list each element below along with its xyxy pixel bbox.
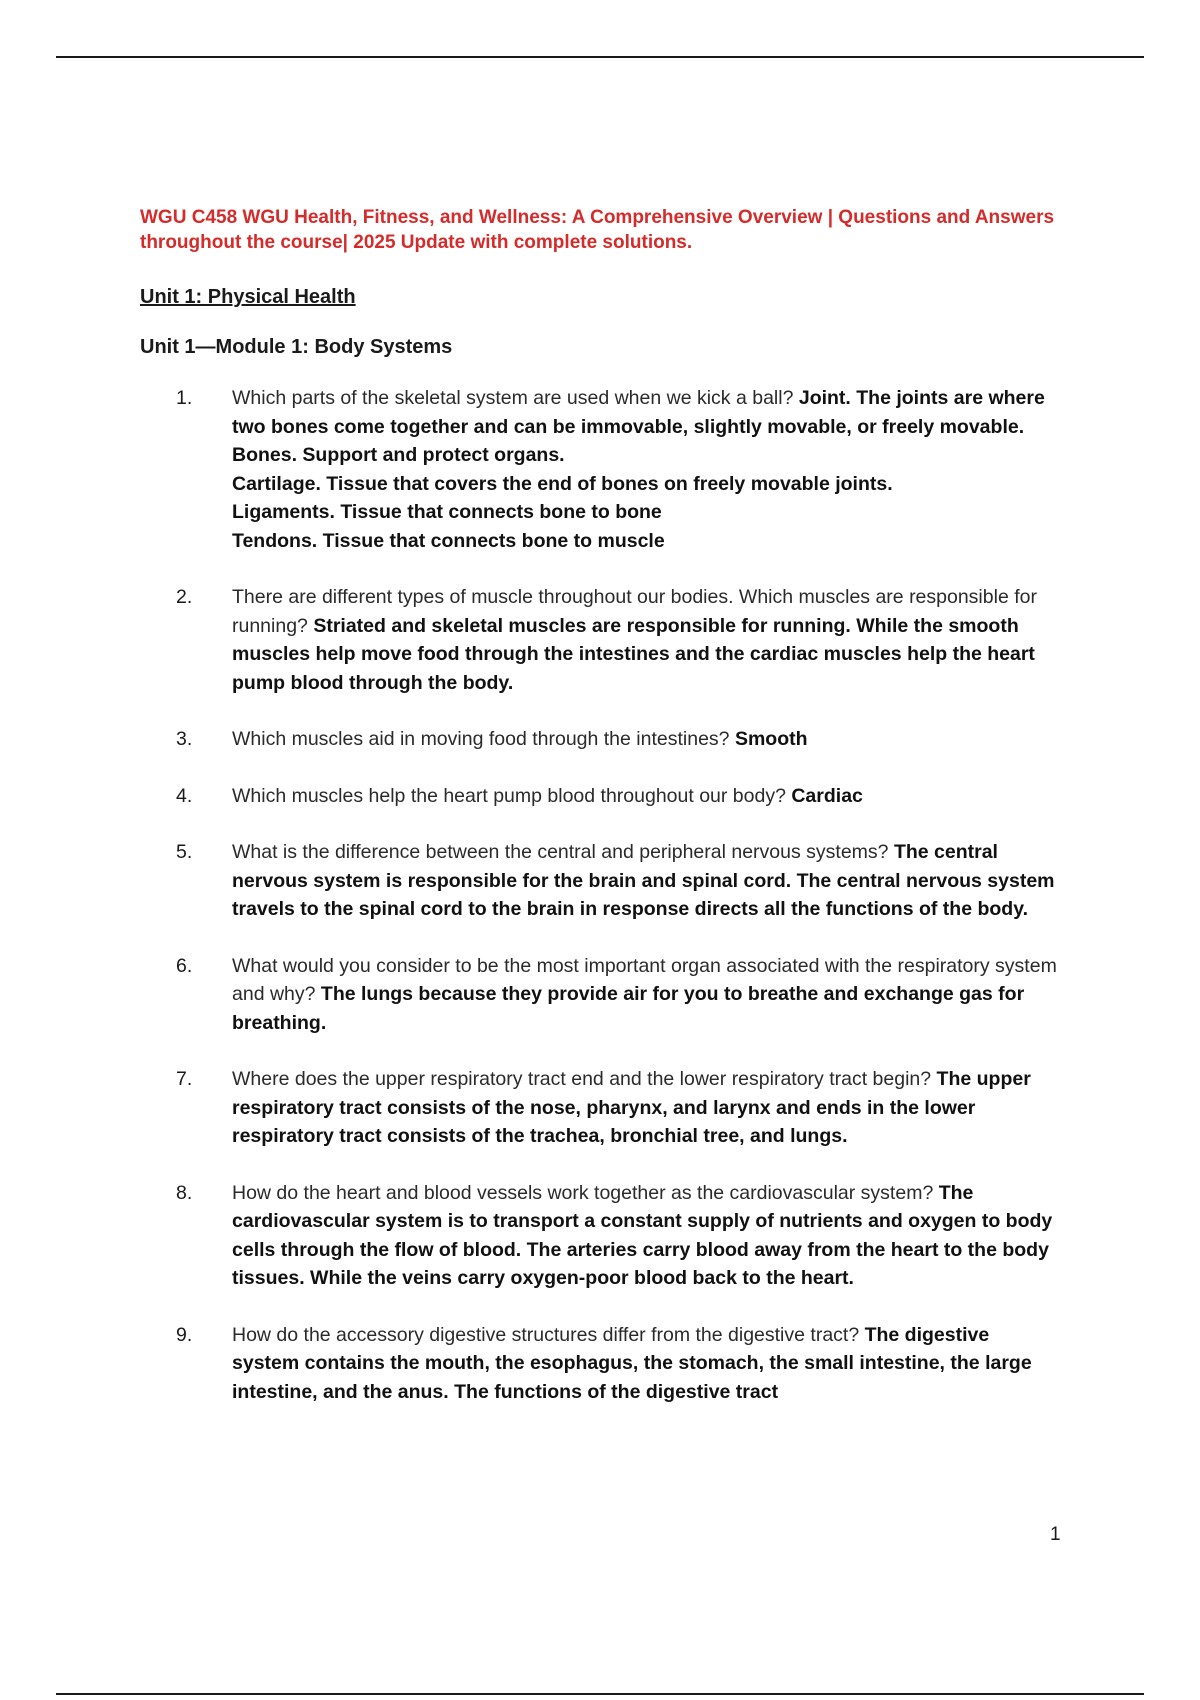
page-number: 1: [1050, 1524, 1061, 1545]
question-number: 5.: [176, 841, 193, 863]
question-list: [140, 384, 1060, 1406]
question-answer: Striated and skeletal muscles are responsible for running. While the smooth muscles help move food through the intestines and the cardiac muscles help the heart pump blood through the body.: [232, 614, 1035, 694]
question-answer: Cardiac: [791, 784, 863, 807]
question-text: Which muscles aid in moving food through the intestines?: [232, 728, 735, 750]
question-item: [140, 725, 1060, 754]
question-item: [140, 782, 1060, 811]
question-text: Which muscles help the heart pump blood throughout our body?: [232, 784, 792, 807]
question-number: 1.: [176, 387, 193, 409]
question-number: 3.: [176, 728, 193, 750]
question-number: 2.: [176, 586, 193, 608]
module-heading: Unit 1—Module 1: Body Systems: [140, 336, 453, 358]
question-text: There are different types of muscle throughout our bodies. Which muscles are responsible for running?: [232, 586, 1037, 637]
question-number: 4.: [176, 784, 193, 807]
question-text: Which parts of the skeletal system are used when we kick a ball?: [232, 387, 799, 409]
question-item: [140, 1065, 1060, 1151]
question-item: [140, 384, 1060, 555]
question-item: [140, 952, 1060, 1038]
question-answer: The cardiovascular system is to transport a constant supply of nutrients and oxygen to body cells through the flow of blood. The arteries carry blood away from the heart to the body tissues. While the veins carry oxygen-poor blood back to the heart.: [232, 1181, 1053, 1289]
question-item: [140, 838, 1060, 924]
question-text: Where does the upper respiratory tract end and the lower respiratory tract begin?: [232, 1068, 937, 1090]
question-number: 6.: [176, 954, 193, 977]
question-number: 7.: [176, 1068, 193, 1090]
answer-detail-line: Bones. Support and protect organs.: [232, 444, 565, 466]
document-page: [140, 205, 1060, 1434]
answer-detail-line: Cartilage. Tissue that covers the end of bones on freely movable joints.: [232, 472, 893, 495]
question-text: How do the heart and blood vessels work together as the cardiovascular system?: [232, 1181, 939, 1204]
question-number: 9.: [176, 1323, 193, 1346]
question-answer: The upper respiratory tract consists of the nose, pharynx, and larynx and ends in the lower respiratory tract consists of the trachea, bronchial tree, and lungs.: [232, 1068, 1031, 1147]
question-item: [140, 1321, 1060, 1407]
question-number: 8.: [176, 1181, 193, 1204]
answer-detail-line: Ligaments. Tissue that connects bone to bone: [232, 501, 662, 523]
answer-detail-line: Tendons. Tissue that connects bone to muscle: [232, 529, 665, 552]
question-answer: The central nervous system is responsible for the brain and spinal cord. The central nervous system travels to the spinal cord to the brain in response directs all the functions of the body.: [232, 841, 1055, 920]
question-answer: Smooth: [734, 728, 808, 750]
unit-heading: Unit 1: Physical Health: [140, 286, 356, 308]
question-text: What is the difference between the central and peripheral nervous systems?: [232, 841, 894, 863]
question-answer: Joint. The joints are where two bones come together and can be immovable, slightly movable, or freely movable.: [232, 387, 1045, 438]
question-answer: The digestive system contains the mouth, the esophagus, the stomach, the small intestine, the large intestine, and the anus. The functions of the digestive tract: [232, 1323, 1032, 1403]
bottom-rule: [56, 1693, 1144, 1695]
question-text: What would you consider to be the most important organ associated with the respiratory system and why?: [232, 954, 1057, 1005]
question-item: [140, 583, 1060, 697]
question-text: How do the accessory digestive structures differ from the digestive tract?: [232, 1323, 865, 1346]
document-title: WGU C458 WGU Health, Fitness, and Wellness: A Comprehensive Overview | Questions and Answers throughout the course| 2025 Update with complete solutions.: [140, 207, 1055, 253]
top-rule: [56, 56, 1144, 58]
question-answer: The lungs because they provide air for you to breathe and exchange gas for breathing.: [232, 983, 1025, 1034]
question-item: [140, 1179, 1060, 1293]
